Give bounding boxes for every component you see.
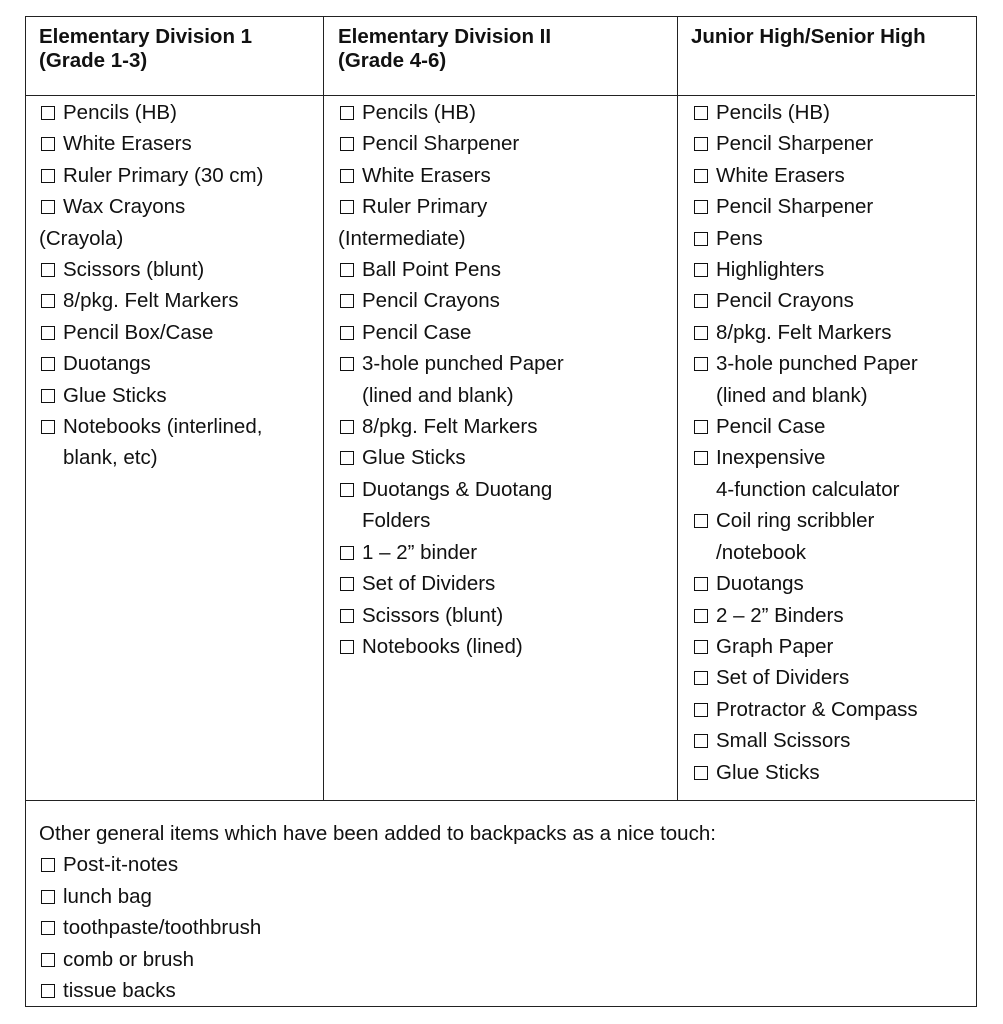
supply-item [39, 160, 263, 191]
supply-item [338, 474, 564, 537]
supply-item-label: tissue backs [63, 979, 176, 1003]
supply-item [692, 631, 918, 662]
supply-item-label: 1 – 2” binder [362, 540, 478, 564]
supply-item [338, 348, 564, 411]
column-header-elementary-div-1: Elementary Division 1 (Grade 1-3) [39, 25, 253, 72]
supply-item [338, 285, 564, 316]
supply-item [692, 505, 918, 568]
supply-item [39, 881, 716, 912]
checkbox-icon[interactable] [340, 357, 354, 371]
supply-item-label-continuation: (lined and blank) [362, 383, 514, 407]
supply-table [25, 16, 977, 1007]
supply-item [338, 537, 564, 568]
supply-item [338, 568, 564, 599]
supply-item-label: Glue Sticks [362, 446, 466, 470]
column-header-junior-senior-high: Junior High/Senior High [691, 25, 926, 48]
supply-item-label-continuation: blank, etc) [63, 446, 158, 470]
supply-item-label: White Erasers [63, 132, 192, 156]
checkbox-icon[interactable] [694, 514, 708, 528]
supply-item [338, 160, 564, 191]
supply-item-label: Pencil Case [716, 415, 826, 439]
supply-list-elementary-div-2 [338, 97, 564, 662]
supply-item-label-continuation: 4-function calculator [716, 477, 900, 501]
supply-item-label-continuation: Folders [362, 509, 431, 533]
supply-item [692, 725, 918, 756]
checkbox-icon[interactable] [694, 137, 708, 151]
supply-item [692, 694, 918, 725]
supply-item [39, 128, 263, 159]
checkbox-icon[interactable] [694, 420, 708, 434]
supply-item [39, 944, 716, 975]
supply-item-label: 8/pkg. Felt Markers [63, 289, 239, 313]
column-header-elementary-div-2: Elementary Division II (Grade 4-6) [338, 25, 552, 72]
other-items-intro: Other general items which have been added to backpacks as a nice touch: [39, 822, 716, 845]
checkbox-icon[interactable] [41, 106, 55, 120]
supply-item [692, 568, 918, 599]
supply-item-label: Inexpensive [716, 446, 826, 470]
checkbox-icon[interactable] [694, 294, 708, 308]
supply-item [692, 757, 918, 788]
supply-item-label: Wax Crayons [63, 195, 186, 219]
supply-item [692, 600, 918, 631]
supply-item-label: comb or brush [63, 947, 195, 971]
supply-item-label: Pens [716, 226, 763, 250]
supply-item-label: Pencils (HB) [716, 101, 830, 124]
checkbox-icon[interactable] [41, 984, 55, 998]
checkbox-icon[interactable] [694, 357, 708, 371]
supply-list-junior-senior-high [692, 97, 918, 788]
supply-item [692, 223, 918, 254]
checkbox-icon[interactable] [340, 169, 354, 183]
checkbox-icon[interactable] [41, 326, 55, 340]
header-divider [26, 95, 975, 96]
other-items-list [39, 849, 716, 1006]
supply-item-label: Pencils (HB) [362, 101, 476, 124]
supply-item-label-continuation: /notebook [716, 540, 807, 564]
supply-item-label: 8/pkg. Felt Markers [716, 320, 892, 344]
supply-item-label: 2 – 2” Binders [716, 603, 844, 627]
checkbox-icon[interactable] [340, 640, 354, 654]
supply-item-label: Pencil Box/Case [63, 320, 214, 344]
supply-item [692, 442, 918, 505]
supply-item [39, 254, 263, 285]
checkbox-icon[interactable] [41, 294, 55, 308]
supply-item-label: Ruler Primary (30 cm) [63, 163, 264, 187]
checkbox-icon[interactable] [41, 137, 55, 151]
supply-item [692, 411, 918, 442]
supply-item-label: Glue Sticks [716, 760, 820, 784]
checkbox-icon[interactable] [41, 389, 55, 403]
supply-item-label: Duotangs & Duotang [362, 477, 553, 501]
checkbox-icon[interactable] [41, 953, 55, 967]
supply-item [338, 411, 564, 442]
checkbox-icon[interactable] [340, 263, 354, 277]
supply-item-label: Coil ring scribbler [716, 509, 875, 533]
supply-item [692, 191, 918, 222]
checkbox-icon[interactable] [41, 200, 55, 214]
supply-item-label: Notebooks (lined) [362, 634, 523, 658]
supply-item-label: Pencil Sharpener [362, 132, 520, 156]
supply-item-label: Scissors (blunt) [362, 603, 504, 627]
supply-item-label: Protractor & Compass [716, 697, 918, 721]
checkbox-icon[interactable] [340, 106, 354, 120]
checkbox-icon[interactable] [340, 609, 354, 623]
supply-item-label-continuation: (Intermediate) [338, 226, 466, 250]
supply-item [39, 849, 716, 880]
checkbox-icon[interactable] [340, 326, 354, 340]
supply-item-label: 8/pkg. Felt Markers [362, 415, 538, 439]
other-section-divider [26, 800, 975, 801]
supply-item-label: Set of Dividers [362, 572, 496, 596]
checkbox-icon[interactable] [694, 263, 708, 277]
supply-item [692, 662, 918, 693]
checkbox-icon[interactable] [340, 483, 354, 497]
supply-item [338, 631, 564, 662]
supply-item-label: Graph Paper [716, 634, 834, 658]
supply-item-label: lunch bag [63, 884, 152, 908]
supply-item [39, 912, 716, 943]
supply-item-label: Pencil Sharpener [716, 132, 874, 156]
supply-item-label: Ruler Primary [362, 195, 488, 219]
supply-item-label: Duotangs [63, 352, 151, 376]
checkbox-icon[interactable] [694, 703, 708, 717]
supply-item [39, 285, 263, 316]
checkbox-icon[interactable] [41, 890, 55, 904]
supply-item-label-continuation: (Crayola) [39, 226, 124, 250]
checkbox-icon[interactable] [340, 294, 354, 308]
checkbox-icon[interactable] [694, 232, 708, 246]
supply-item [338, 97, 564, 128]
column-divider [323, 17, 324, 800]
checkbox-icon[interactable] [41, 263, 55, 277]
checkbox-icon[interactable] [694, 766, 708, 780]
supply-item-label: Pencil Crayons [362, 289, 500, 313]
checkbox-icon[interactable] [340, 577, 354, 591]
checkbox-icon[interactable] [694, 640, 708, 654]
supply-item [338, 317, 564, 348]
checkbox-icon[interactable] [41, 858, 55, 872]
supply-item-label: White Erasers [716, 163, 845, 187]
supply-item [338, 191, 564, 254]
supply-item [338, 600, 564, 631]
checkbox-icon[interactable] [694, 200, 708, 214]
column-divider [677, 17, 678, 800]
checkbox-icon[interactable] [41, 921, 55, 935]
supply-item-label: Duotangs [716, 572, 804, 596]
supply-item [692, 160, 918, 191]
supply-item [39, 317, 263, 348]
supply-item-label: Pencils (HB) [63, 101, 177, 124]
supply-item-label: White Erasers [362, 163, 491, 187]
supply-item [39, 380, 263, 411]
supply-item [39, 97, 263, 128]
supply-item-label: 3-hole punched Paper [716, 352, 918, 376]
supply-item [692, 128, 918, 159]
checkbox-icon[interactable] [41, 420, 55, 434]
supply-item [39, 975, 716, 1006]
checkbox-icon[interactable] [340, 137, 354, 151]
supply-item [692, 285, 918, 316]
checkbox-icon[interactable] [694, 609, 708, 623]
supply-item [692, 317, 918, 348]
checkbox-icon[interactable] [694, 577, 708, 591]
checkbox-icon[interactable] [340, 420, 354, 434]
supply-item-label: Pencil Crayons [716, 289, 854, 313]
supply-item [692, 254, 918, 285]
supply-item-label: Small Scissors [716, 729, 851, 753]
checkbox-icon[interactable] [694, 734, 708, 748]
supply-item-label: Pencil Sharpener [716, 195, 874, 219]
supply-item-label-continuation: (lined and blank) [716, 383, 868, 407]
supply-item-label: Pencil Case [362, 320, 472, 344]
checkbox-icon[interactable] [694, 451, 708, 465]
supply-item-label: Glue Sticks [63, 383, 167, 407]
checkbox-icon[interactable] [340, 200, 354, 214]
supply-item [39, 191, 263, 254]
supply-item [39, 411, 263, 474]
other-items-section [39, 818, 716, 1006]
supply-item-label: Post-it-notes [63, 853, 179, 877]
supply-item [39, 348, 263, 379]
checkbox-icon[interactable] [694, 671, 708, 685]
supply-item [338, 254, 564, 285]
supply-item-label: Set of Dividers [716, 666, 850, 690]
supply-item [692, 348, 918, 411]
checkbox-icon[interactable] [694, 169, 708, 183]
supply-item-label: Scissors (blunt) [63, 258, 205, 282]
supply-item-label: toothpaste/toothbrush [63, 916, 262, 940]
supply-item-label: Ball Point Pens [362, 258, 502, 282]
supply-item [692, 97, 918, 128]
checkbox-icon[interactable] [340, 451, 354, 465]
checkbox-icon[interactable] [694, 326, 708, 340]
supply-item-label: Notebooks (interlined, [63, 415, 263, 439]
checkbox-icon[interactable] [694, 106, 708, 120]
supply-item-label: 3-hole punched Paper [362, 352, 564, 376]
supply-item-label: Highlighters [716, 258, 825, 282]
checkbox-icon[interactable] [340, 546, 354, 560]
supply-list-elementary-div-1 [39, 97, 263, 474]
supply-item [338, 442, 564, 473]
checkbox-icon[interactable] [41, 357, 55, 371]
checkbox-icon[interactable] [41, 169, 55, 183]
supply-item [338, 128, 564, 159]
